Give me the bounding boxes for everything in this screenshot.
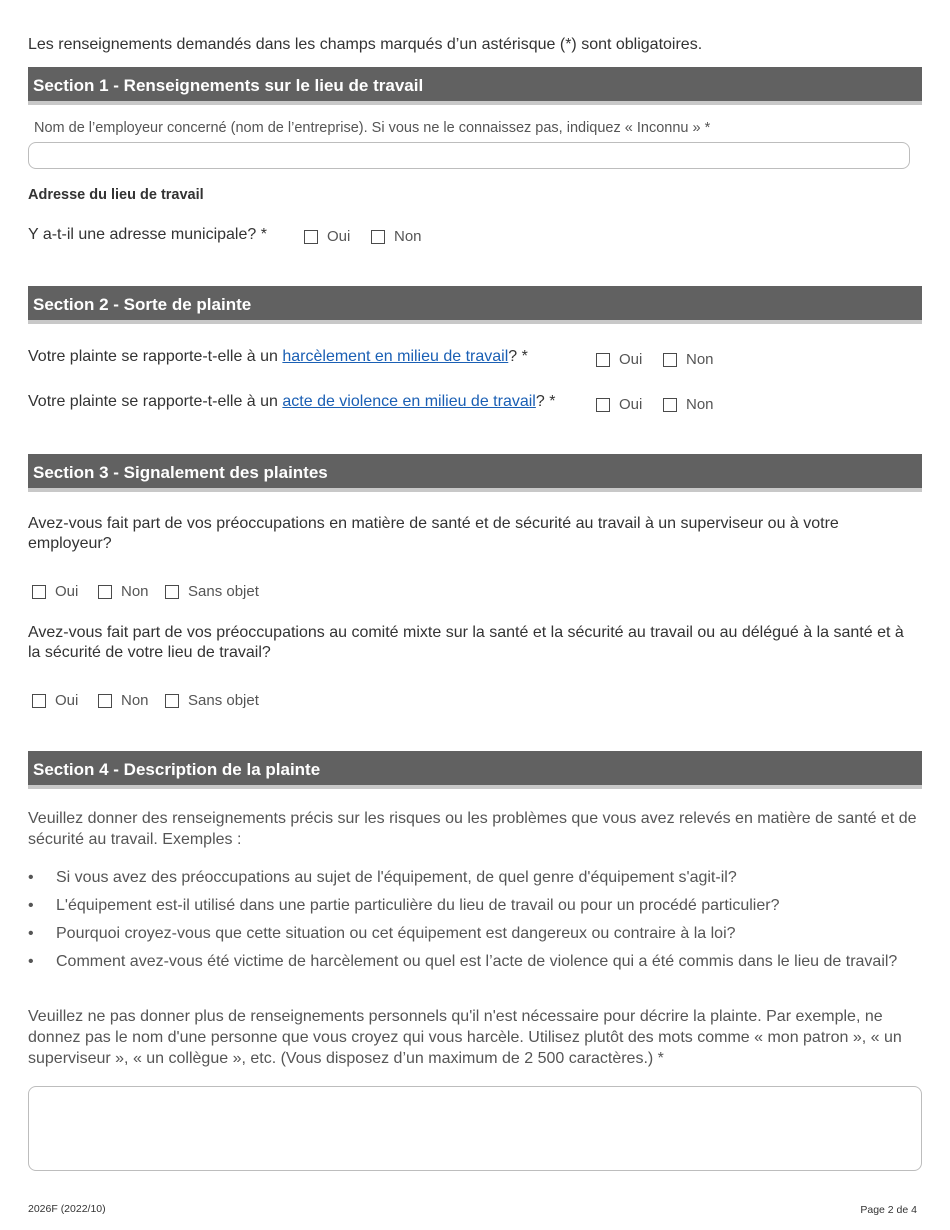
- examples-list: [28, 867, 920, 979]
- section-4-header: Section 4 - Description de la plainte: [28, 751, 922, 789]
- harassment-link[interactable]: harcèlement en milieu de travail: [282, 348, 509, 365]
- violence-oui-option[interactable]: [596, 396, 642, 413]
- required-fields-note: Les renseignements demandés dans les champs marqués d’un astérisque (*) sont obligatoires.: [28, 36, 703, 53]
- violence-non-option[interactable]: [663, 396, 714, 413]
- supervisor-na-option[interactable]: [165, 583, 259, 600]
- section-1-header: Section 1 - Renseignements sur le lieu de travail: [28, 67, 922, 105]
- harassment-non-option[interactable]: [663, 351, 714, 368]
- option-label: Oui: [619, 351, 643, 368]
- workplace-address-heading: Adresse du lieu de travail: [28, 187, 204, 203]
- municipal-address-non-option[interactable]: [371, 228, 422, 245]
- violence-non-checkbox[interactable]: [663, 398, 677, 412]
- harassment-oui-option[interactable]: [596, 351, 642, 368]
- option-label: Oui: [55, 692, 79, 709]
- harassment-question: [28, 347, 528, 367]
- page-number: Page 2 de 4: [860, 1204, 917, 1216]
- violence-link[interactable]: acte de violence en milieu de travail: [282, 393, 536, 410]
- committee-question: Avez-vous fait part de vos préoccupations au comité mixte sur la santé et la sécurité au travail ou au délégué à la santé et à la sécurité de votre lieu de travail?: [28, 624, 904, 661]
- list-item: [28, 895, 920, 916]
- committee-non-option[interactable]: [98, 692, 149, 709]
- committee-non-checkbox[interactable]: [98, 694, 112, 708]
- harassment-question-suffix: ? *: [508, 348, 528, 365]
- municipal-address-non-checkbox[interactable]: [371, 230, 385, 244]
- committee-na-checkbox[interactable]: [165, 694, 179, 708]
- municipal-address-oui-checkbox[interactable]: [304, 230, 318, 244]
- option-label: Non: [394, 228, 422, 245]
- bullet-icon: •: [28, 953, 34, 970]
- committee-oui-option[interactable]: [32, 692, 78, 709]
- option-label: Non: [121, 583, 149, 600]
- violence-question: [28, 392, 555, 412]
- option-label: Oui: [327, 228, 351, 245]
- description-intro: Veuillez donner des renseignements précis sur les risques ou les problèmes que vous avez relevés en matière de santé et de sécurité au travail. Exemples :: [28, 810, 917, 848]
- list-item-text: Pourquoi croyez-vous que cette situation ou cet équipement est dangereux ou contraire à la loi?: [56, 925, 736, 942]
- committee-na-option[interactable]: [165, 692, 259, 709]
- violence-oui-checkbox[interactable]: [596, 398, 610, 412]
- list-item: [28, 923, 920, 944]
- option-label: Oui: [55, 583, 79, 600]
- option-label: Oui: [619, 396, 643, 413]
- option-label: Non: [686, 396, 714, 413]
- supervisor-na-checkbox[interactable]: [165, 585, 179, 599]
- option-label: Sans objet: [188, 692, 259, 709]
- bullet-icon: •: [28, 897, 34, 914]
- list-item: [28, 867, 920, 888]
- section-2-header: Section 2 - Sorte de plainte: [28, 286, 922, 324]
- supervisor-non-checkbox[interactable]: [98, 585, 112, 599]
- list-item-text: Comment avez-vous été victime de harcèlement ou quel est l’acte de violence qui a été commis dans le lieu de travail?: [56, 953, 898, 970]
- privacy-note: Veuillez ne pas donner plus de renseignements personnels qu'il n'est nécessaire pour décrire la plainte. Par exemple, ne donnez pas le nom d'une personne que vous croyez qui vous harcèle. Utilisez plutôt des mots comme « mon patron », « un superviseur », « un collègue », etc. (Vous disposez d’un maximum de 2 500 caractères.) *: [28, 1008, 902, 1067]
- municipal-address-oui-option[interactable]: [304, 228, 350, 245]
- supervisor-non-option[interactable]: [98, 583, 149, 600]
- option-label: Non: [686, 351, 714, 368]
- violence-question-suffix: ? *: [535, 393, 556, 410]
- complaint-description-textarea[interactable]: [28, 1086, 922, 1171]
- option-label: Non: [121, 692, 149, 709]
- committee-oui-checkbox[interactable]: [32, 694, 46, 708]
- list-item-text: Si vous avez des préoccupations au sujet de l'équipement, de quel genre d'équipement s'agit-il?: [56, 869, 737, 886]
- option-label: Sans objet: [188, 583, 259, 600]
- form-code: 2026F (2022/10): [28, 1203, 106, 1215]
- bullet-icon: •: [28, 925, 34, 942]
- supervisor-oui-checkbox[interactable]: [32, 585, 46, 599]
- employer-name-label: Nom de l’employeur concerné (nom de l’entreprise). Si vous ne le connaissez pas, indiquez « Inconnu » *: [34, 120, 711, 136]
- list-item: [28, 951, 920, 972]
- harassment-question-prefix: Votre plainte se rapporte-t-elle à un: [28, 348, 283, 365]
- harassment-oui-checkbox[interactable]: [596, 353, 610, 367]
- municipal-address-question: Y a-t-il une adresse municipale? *: [28, 226, 267, 243]
- supervisor-oui-option[interactable]: [32, 583, 78, 600]
- employer-name-input[interactable]: [28, 142, 910, 169]
- supervisor-question: Avez-vous fait part de vos préoccupations en matière de santé et de sécurité au travail à un superviseur ou à votre employeur?: [28, 515, 839, 552]
- section-3-header: Section 3 - Signalement des plaintes: [28, 454, 922, 492]
- list-item-text: L'équipement est-il utilisé dans une partie particulière du lieu de travail ou pour un procédé particulier?: [56, 897, 780, 914]
- bullet-icon: •: [28, 869, 34, 886]
- harassment-non-checkbox[interactable]: [663, 353, 677, 367]
- violence-question-prefix: Votre plainte se rapporte-t-elle à un: [28, 393, 283, 410]
